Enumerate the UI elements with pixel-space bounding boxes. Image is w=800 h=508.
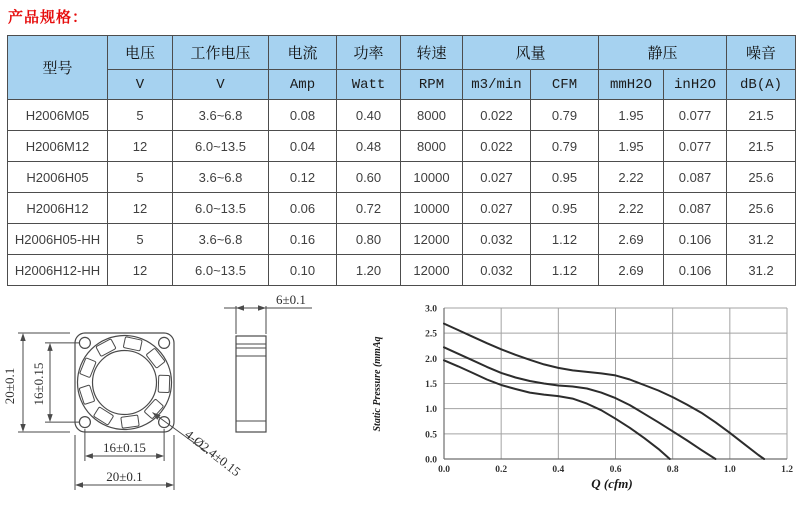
value-cell: 10000 [401, 193, 463, 224]
value-cell: 12 [108, 131, 173, 162]
y-tick-label: 3.0 [425, 304, 437, 315]
value-cell: 0.087 [664, 193, 727, 224]
x-tick-label: 1.0 [723, 465, 736, 475]
y-tick-label: 1.0 [425, 405, 437, 416]
value-cell: 0.60 [337, 162, 401, 193]
value-cell: 0.022 [463, 131, 531, 162]
value-cell: 5 [108, 224, 173, 255]
fan-side-view [236, 336, 266, 432]
unit-pressure-inh2o: inH2O [664, 70, 727, 100]
table-row [8, 255, 796, 286]
col-header-operating-voltage: 工作电压 [173, 36, 269, 70]
x-tick-label: 0.4 [552, 465, 565, 475]
value-cell: 0.106 [664, 224, 727, 255]
value-cell: 2.69 [599, 224, 664, 255]
col-header-power: 功率 [337, 36, 401, 70]
table-row [8, 224, 796, 255]
dim-label-outer-height: 20±0.1 [2, 367, 17, 405]
value-cell: 1.95 [599, 100, 664, 131]
col-header-current: 电流 [269, 36, 337, 70]
value-cell: 2.22 [599, 162, 664, 193]
value-cell: 3.6~6.8 [173, 224, 269, 255]
value-cell: 0.80 [337, 224, 401, 255]
value-cell: 0.106 [664, 255, 727, 286]
unit-voltage: V [108, 70, 173, 100]
dim-depth [224, 292, 312, 334]
unit-airflow-cfm: CFM [531, 70, 599, 100]
value-cell: 12 [108, 255, 173, 286]
value-cell: 0.087 [664, 162, 727, 193]
value-cell: 12 [108, 193, 173, 224]
value-cell: 10000 [401, 162, 463, 193]
value-cell: 5 [108, 162, 173, 193]
value-cell: 31.2 [727, 255, 796, 286]
value-cell: 21.5 [727, 100, 796, 131]
value-cell: 0.10 [269, 255, 337, 286]
value-cell: 0.04 [269, 131, 337, 162]
value-cell: 31.2 [727, 224, 796, 255]
unit-noise: dB(A) [727, 70, 796, 100]
value-cell: 1.95 [599, 131, 664, 162]
unit-power: Watt [337, 70, 401, 100]
col-header-airflow: 风量 [463, 36, 599, 70]
value-cell: 0.06 [269, 193, 337, 224]
unit-pressure-mmh2o: mmH2O [599, 70, 664, 100]
dim-label-inner-height: 16±0.15 [31, 362, 46, 406]
value-cell: 21.5 [727, 131, 796, 162]
model-cell: H2006H05 [8, 162, 108, 193]
value-cell: 0.79 [531, 100, 599, 131]
value-cell: 8000 [401, 131, 463, 162]
chart-curves [444, 324, 764, 459]
value-cell: 25.6 [727, 162, 796, 193]
x-tick-label: 0.2 [495, 465, 508, 475]
x-tick-label: 0.6 [609, 465, 622, 475]
unit-speed: RPM [401, 70, 463, 100]
value-cell: 0.032 [463, 255, 531, 286]
value-cell: 6.0~13.5 [173, 193, 269, 224]
value-cell: 6.0~13.5 [173, 255, 269, 286]
y-tick-label: 2.5 [425, 329, 437, 340]
y-tick-label: 0.5 [425, 430, 437, 441]
spec-table [7, 35, 796, 286]
dim-label-depth: 6±0.1 [276, 292, 306, 307]
unit-current: Amp [269, 70, 337, 100]
col-header-static-pressure: 静压 [599, 36, 727, 70]
y-tick-label: 0.0 [425, 455, 437, 466]
table-row [8, 131, 796, 162]
value-cell: 0.95 [531, 193, 599, 224]
value-cell: 0.72 [337, 193, 401, 224]
table-row [8, 193, 796, 224]
table-row [8, 100, 796, 131]
value-cell: 1.20 [337, 255, 401, 286]
dim-mounting-holes-leader [153, 413, 244, 480]
value-cell: 3.6~6.8 [173, 100, 269, 131]
x-tick-label: 0.8 [666, 465, 679, 475]
value-cell: 12000 [401, 255, 463, 286]
table-row [8, 162, 796, 193]
value-cell: 1.12 [531, 255, 599, 286]
value-cell: 0.032 [463, 224, 531, 255]
x-tick-label: 1.2 [781, 465, 793, 475]
dim-label-holes: 4-Ø2.4±0.15 [182, 426, 244, 480]
model-cell: H2006M12 [8, 131, 108, 162]
value-cell: 0.022 [463, 100, 531, 131]
x-tick-label: 0.0 [438, 465, 450, 475]
value-cell: 2.22 [599, 193, 664, 224]
model-cell: H2006H12-HH [8, 255, 108, 286]
chart-tick-labels [425, 305, 793, 476]
col-header-voltage: 电压 [108, 36, 173, 70]
value-cell: 3.6~6.8 [173, 162, 269, 193]
12000rpm-curve [444, 324, 764, 459]
dim-inner-width [85, 429, 164, 461]
dim-label-inner-width: 16±0.15 [103, 440, 146, 455]
col-header-noise: 噪音 [727, 36, 796, 70]
value-cell: 5 [108, 100, 173, 131]
value-cell: 0.48 [337, 131, 401, 162]
value-cell: 1.12 [531, 224, 599, 255]
value-cell: 0.12 [269, 162, 337, 193]
10000rpm-curve [444, 347, 716, 459]
fan-dimension-drawing [0, 292, 340, 508]
y-tick-label: 2.0 [425, 354, 437, 365]
y-tick-label: 1.5 [425, 380, 437, 390]
value-cell: 2.69 [599, 255, 664, 286]
pq-curve-chart [360, 290, 800, 508]
spec-table-body [8, 100, 796, 286]
value-cell: 0.95 [531, 162, 599, 193]
value-cell: 0.027 [463, 162, 531, 193]
y-axis-label: Static Pressure (mmAq [372, 336, 383, 432]
spec-table-header [8, 36, 796, 100]
value-cell: 25.6 [727, 193, 796, 224]
value-cell: 0.79 [531, 131, 599, 162]
col-header-speed: 转速 [401, 36, 463, 70]
unit-airflow-m3min: m3/min [463, 70, 531, 100]
dim-label-outer-width: 20±0.1 [106, 469, 143, 484]
page-title: 产品规格： [8, 10, 89, 26]
value-cell: 0.027 [463, 193, 531, 224]
unit-operating-voltage: V [173, 70, 269, 100]
value-cell: 0.40 [337, 100, 401, 131]
value-cell: 0.077 [664, 131, 727, 162]
value-cell: 12000 [401, 224, 463, 255]
dim-inner-height [31, 343, 79, 422]
x-axis-label: Q (cfm) [591, 476, 633, 491]
col-header-model: 型号 [8, 36, 108, 100]
model-cell: H2006H05-HH [8, 224, 108, 255]
fan-hub-circle [93, 351, 157, 415]
value-cell: 6.0~13.5 [173, 131, 269, 162]
value-cell: 0.08 [269, 100, 337, 131]
value-cell: 0.16 [269, 224, 337, 255]
value-cell: 8000 [401, 100, 463, 131]
value-cell: 0.077 [664, 100, 727, 131]
model-cell: H2006M05 [8, 100, 108, 131]
model-cell: H2006H12 [8, 193, 108, 224]
